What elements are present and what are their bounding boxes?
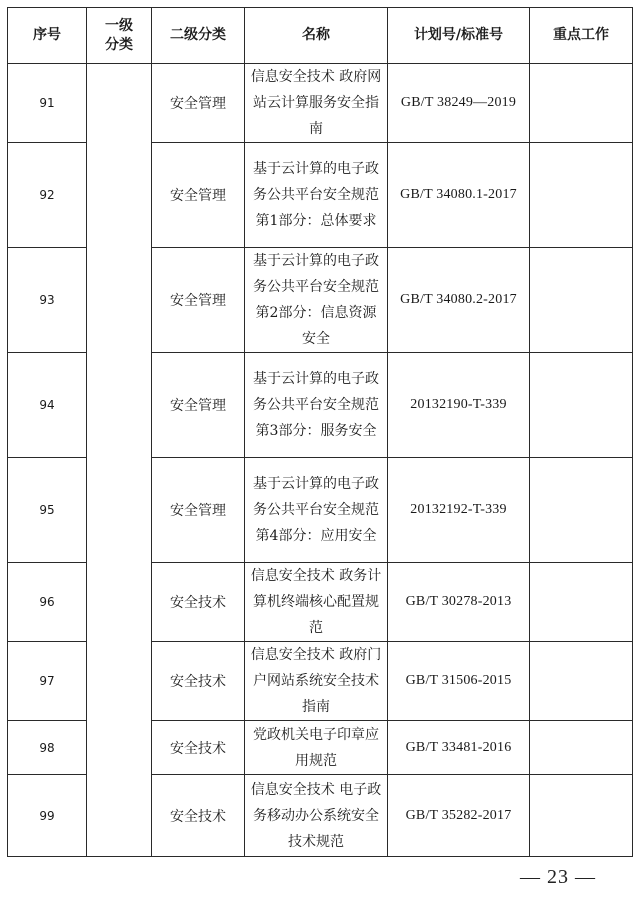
cell-seq: 94 [8,353,87,458]
cell-seq: 96 [8,563,87,642]
header-name: 名称 [245,8,388,64]
header-level1-line2: 分类 [105,36,133,53]
cell-seq: 95 [8,458,87,563]
header-level1-line1: 一级 [105,17,133,34]
cell-key-work [530,642,633,721]
cell-key-work [530,458,633,563]
cell-category: 安全技术 [152,721,245,775]
cell-level1 [87,64,152,857]
cell-name: 基于云计算的电子政务公共平台安全规范 第3部分：服务安全 [245,353,388,458]
cell-key-work [530,248,633,353]
cell-seq: 99 [8,775,87,857]
table-row [8,64,633,143]
cell-category: 安全技术 [152,563,245,642]
cell-category: 安全管理 [152,64,245,143]
header-standard: 计划号/标准号 [388,8,530,64]
cell-name: 基于云计算的电子政务公共平台安全规范 第1部分：总体要求 [245,143,388,248]
cell-name: 基于云计算的电子政务公共平台安全规范 第4部分：应用安全 [245,458,388,563]
header-row [8,8,633,64]
header-level1 [87,8,152,64]
cell-standard: GB/T 38249—2019 [388,64,530,143]
standards-table [7,7,633,857]
cell-category: 安全技术 [152,642,245,721]
cell-category: 安全技术 [152,775,245,857]
cell-name: 基于云计算的电子政务公共平台安全规范 第2部分：信息资源安全 [245,248,388,353]
cell-seq: 92 [8,143,87,248]
cell-name: 信息安全技术 政务计算机终端核心配置规范 [245,563,388,642]
cell-name: 信息安全技术 政府网站云计算服务安全指南 [245,64,388,143]
header-key-work: 重点工作 [530,8,633,64]
cell-name: 信息安全技术 政府门户网站系统安全技术指南 [245,642,388,721]
cell-seq: 97 [8,642,87,721]
cell-name: 党政机关电子印章应用规范 [245,721,388,775]
cell-standard: GB/T 35282-2017 [388,775,530,857]
page-number: — 23 — [520,866,596,888]
cell-standard: GB/T 30278-2013 [388,563,530,642]
cell-key-work [530,721,633,775]
cell-standard: GB/T 31506-2015 [388,642,530,721]
cell-key-work [530,64,633,143]
cell-standard: GB/T 34080.2-2017 [388,248,530,353]
cell-seq: 98 [8,721,87,775]
cell-standard: 20132190-T-339 [388,353,530,458]
cell-category: 安全管理 [152,458,245,563]
cell-standard: GB/T 33481-2016 [388,721,530,775]
header-level2: 二级分类 [152,8,245,64]
cell-key-work [530,563,633,642]
cell-standard: 20132192-T-339 [388,458,530,563]
cell-key-work [530,143,633,248]
cell-seq: 93 [8,248,87,353]
cell-key-work [530,775,633,857]
cell-category: 安全管理 [152,353,245,458]
cell-standard: GB/T 34080.1-2017 [388,143,530,248]
cell-name: 信息安全技术 电子政务移动办公系统安全技术规范 [245,775,388,857]
header-seq: 序号 [8,8,87,64]
cell-category: 安全管理 [152,248,245,353]
cell-category: 安全管理 [152,143,245,248]
cell-seq: 91 [8,64,87,143]
cell-key-work [530,353,633,458]
